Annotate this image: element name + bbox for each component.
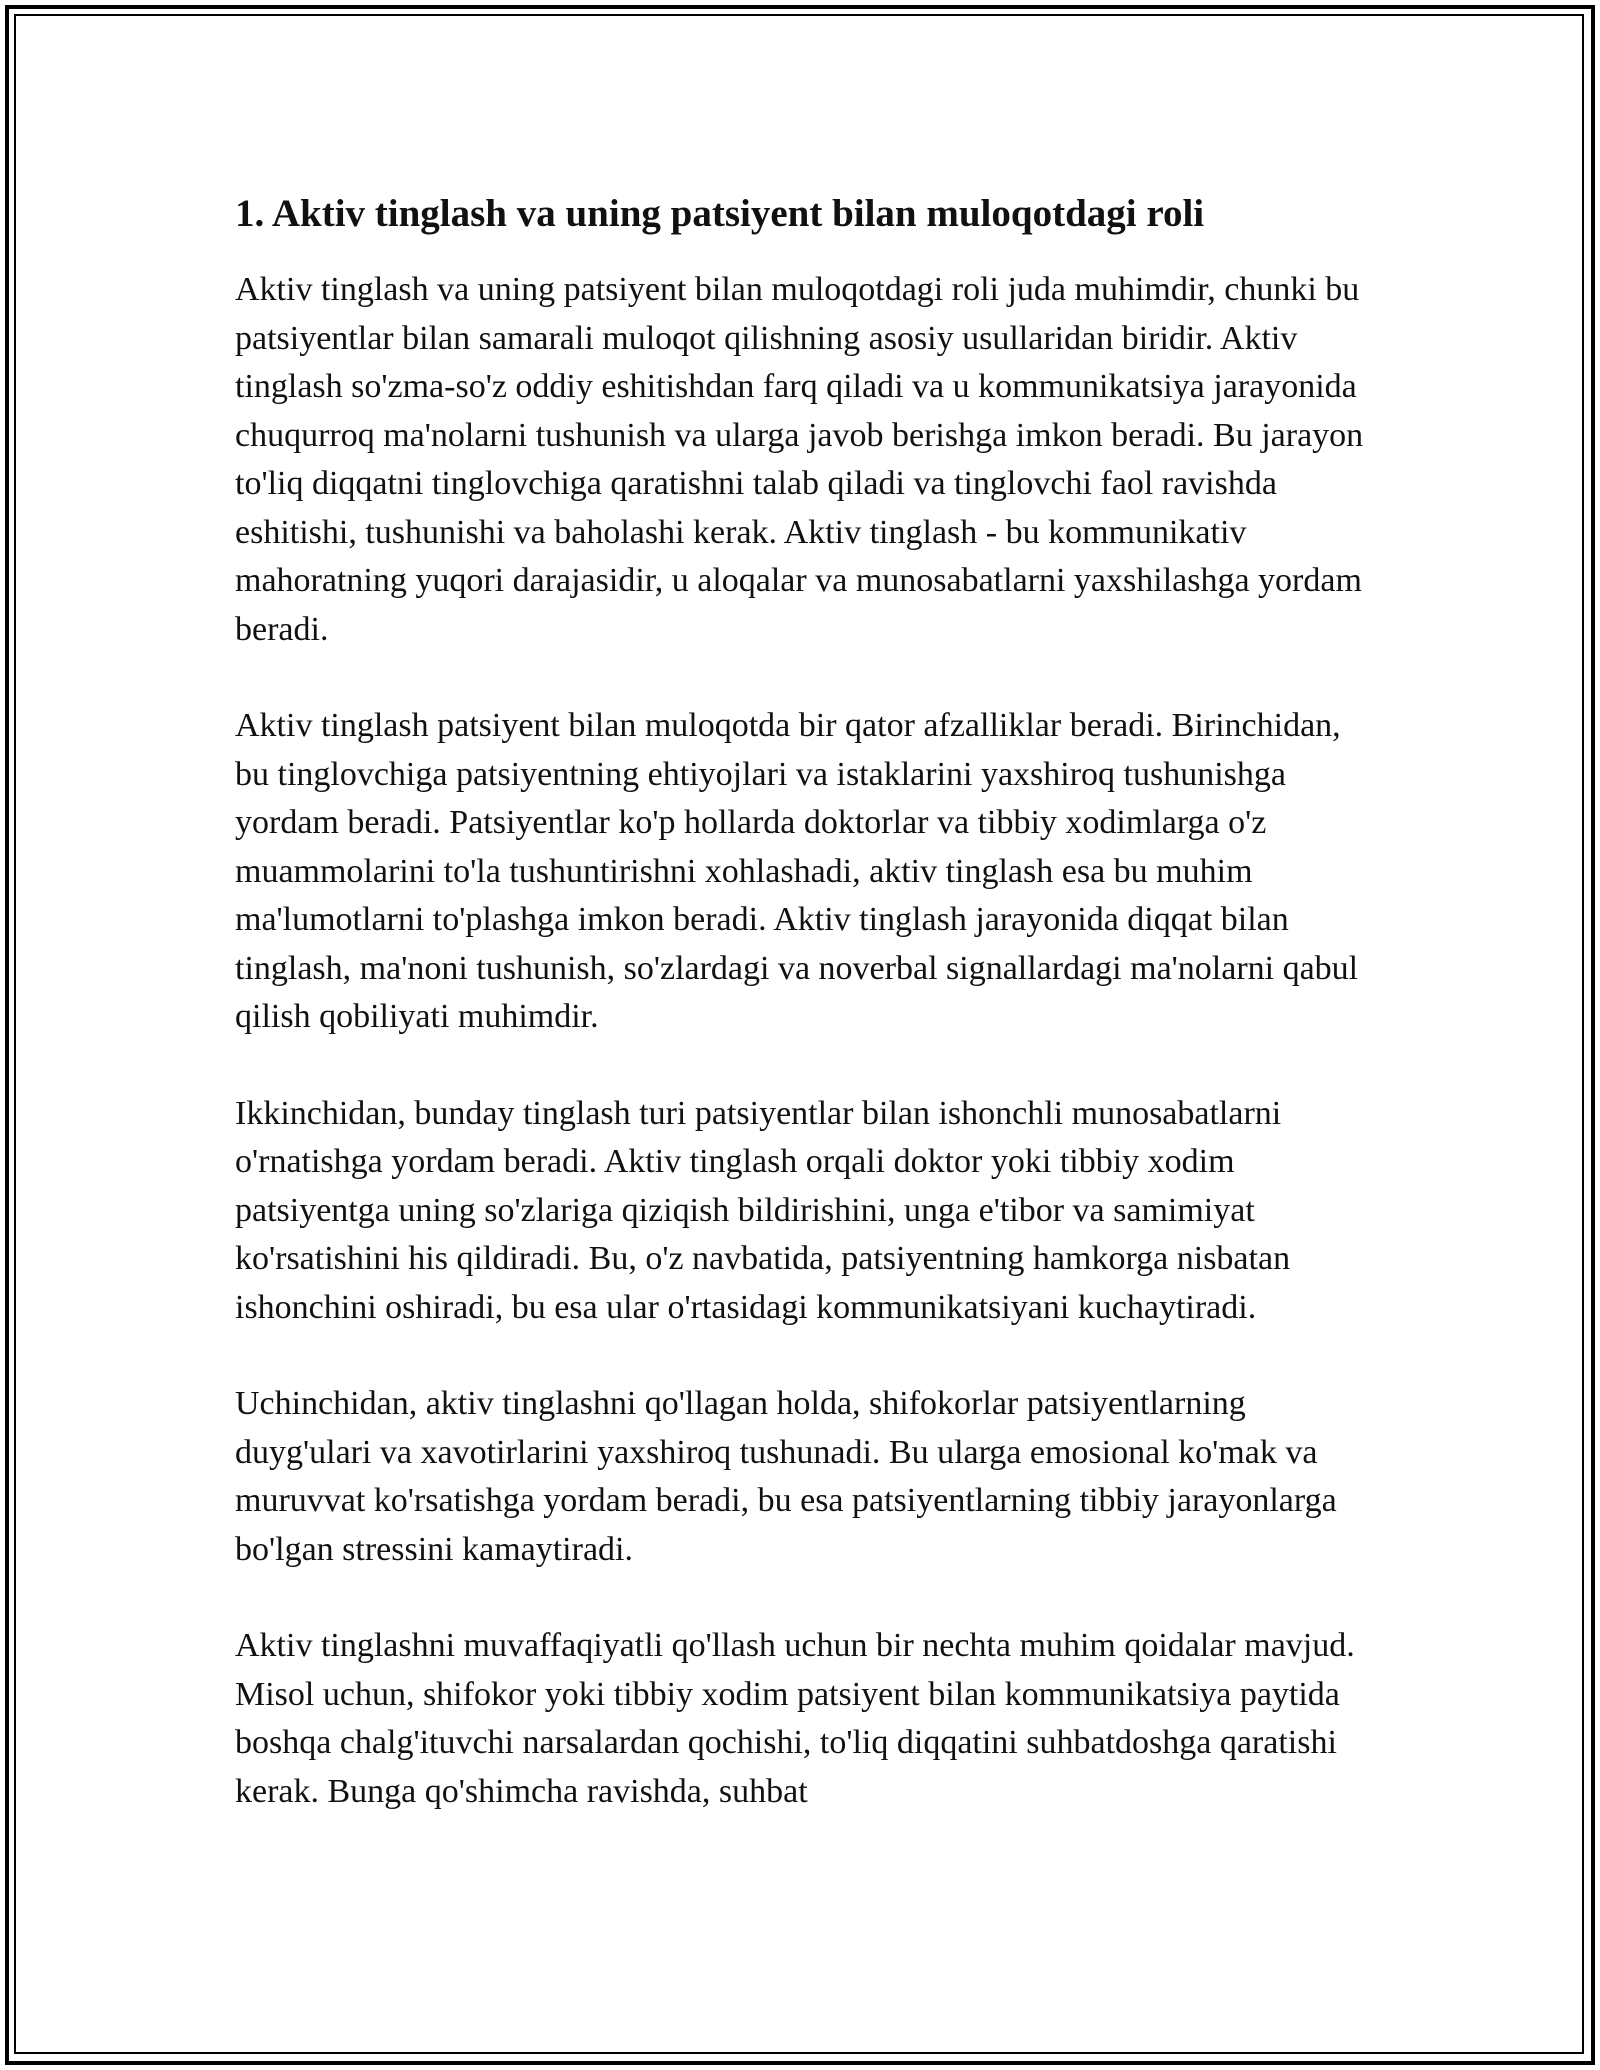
paragraph-3: Ikkinchidan, bunday tinglash turi patsiyentlar bilan ishonchli munosabatlarni o'rnatishga yordam beradi. Aktiv tinglash orqali doktor yoki tibbiy xodim patsiyentga uning so'zlariga qiziqish bildirishini, unga e'tibor va samimiyat ko'rsatishini his qildiradi. Bu, o'z navbatida, patsiyentning hamkorga nisbatan ishonchini oshiradi, bu esa ular o'rtasidagi kommunikatsiyani kuchaytiradi.: [235, 1094, 1291, 1326]
document-body: [235, 184, 1380, 1864]
paragraph-1: Aktiv tinglash va uning patsiyent bilan muloqotdagi roli juda muhimdir, chunki bu patsiyentlar bilan samarali muloqot qilishning asosiy usullaridan biridir. Aktiv tinglash so'zma-so'z oddiy eshitishdan farq qiladi va u kommunikatsiya jarayonida chuqurroq ma'nolarni tushunish va ularga javob berishga imkon beradi. Bu jarayon to'liq diqqatni tinglovchiga qaratishni talab qiladi va tinglovchi faol ravishda eshitishi, tushunishi va baholashi kerak. Aktiv tinglash - bu kommunikativ mahoratning yuqori darajasidir, u aloqalar va munosabatlarni yaxshilashga yordam beradi.: [235, 271, 1364, 648]
paragraph-4: Uchinchidan, aktiv tinglashni qo'llagan holda, shifokorlar patsiyentlarning duyg'ulari va xavotirlarini yaxshiroq tushunadi. Bu ularga emosional ko'mak va muruvvat ko'rsatishga yordam beradi, bu esa patsiyentlarning tibbiy jarayonlarga bo'lgan stressini kamaytiradi.: [235, 1385, 1337, 1568]
section-heading: 1. Aktiv tinglash va uning patsiyent bilan muloqotdagi roli: [235, 192, 1205, 235]
paragraph-2: Aktiv tinglash patsiyent bilan muloqotda bir qator afzalliklar beradi. Birinchidan, bu tinglovchiga patsiyentning ehtiyojlari va istaklarini yaxshiroq tushunishga yordam beradi. Patsiyentlar ko'p hollarda doktorlar va tibbiy xodimlarga o'z muammolarini to'la tushuntirishni xohlashadi, aktiv tinglash esa bu muhim ma'lumotlarni to'plashga imkon beradi. Aktiv tinglash jarayonida diqqat bilan tinglash, ma'noni tushunish, so'zlardagi va noverbal signallardagi ma'nolarni qabul qilish qobiliyati muhimdir.: [235, 707, 1359, 1035]
paragraph-5: Aktiv tinglashni muvaffaqiyatli qo'llash uchun bir nechta muhim qoidalar mavjud. Misol uchun, shifokor yoki tibbiy xodim patsiyent bilan kommunikatsiya paytida boshqa chalg'ituvchi narsalardan qochishi, to'liq diqqatini suhbatdoshga qaratishi kerak. Bunga qo'shimcha ravishda, suhbat: [235, 1627, 1355, 1810]
